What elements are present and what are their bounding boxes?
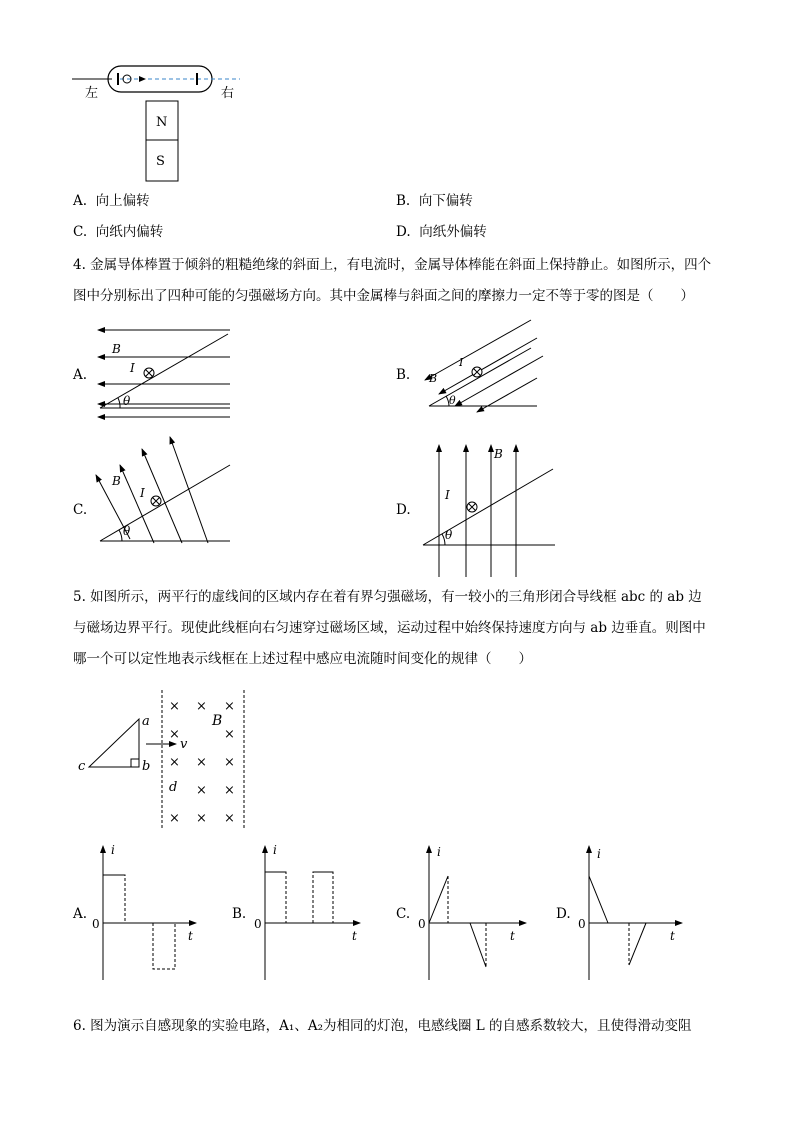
- q6-question-text: 6. 图为演示自感现象的实验电路，A₁、A₂为相同的灯泡，电感线圈 L 的自感系数较大，且使得滑动变阻: [73, 1018, 692, 1034]
- q4-fig-c-label[interactable]: C.: [73, 502, 88, 518]
- cross: ×: [169, 727, 180, 742]
- q4-question-text: 4. 金属导体棒置于倾斜的粗糙绝缘的斜面上，有电流时，金属导体棒能在斜面上保持静止。如图所示，四个图中分别标出了四种可能的匀强磁场方向。其中金属棒与斜面之间的摩擦力一定不等于零的图是（ ）: [73, 257, 712, 304]
- q5-velocity: v: [180, 737, 188, 752]
- cross: ×: [169, 811, 180, 826]
- q4a-theta: θ: [123, 394, 131, 408]
- q4b-theta: θ: [449, 394, 456, 407]
- q5-vertex-b: b: [142, 759, 151, 774]
- q4c-i: I: [140, 486, 145, 500]
- cross: ×: [224, 811, 235, 826]
- q5-graph-c-label[interactable]: C.: [396, 906, 411, 922]
- q4-fig-d: [415, 435, 560, 580]
- cross: ×: [224, 699, 235, 714]
- q4d-b: B: [494, 447, 503, 461]
- q4a-i: I: [130, 361, 135, 375]
- q5-field-figure: [76, 688, 256, 830]
- q4-fig-a-label[interactable]: A.: [73, 367, 88, 383]
- q5-question-text: 5. 如图所示，两平行的虚线间的区域内存在着有界匀强磁场，有一较小的三角形闭合导线框 abc 的 ab 边与磁场边界平行。现使此线框向右匀速穿过磁场区域，运动过程中始终保持速度方向与 ab 边垂直。则图中哪一个可以定性地表示线框在上述过程中感应电流随时间变化的规律（ ）: [73, 589, 706, 667]
- q5-vertex-c: c: [78, 759, 86, 774]
- cross: ×: [169, 699, 180, 714]
- q4b-i: I: [459, 356, 464, 369]
- magnet-s-label: S: [156, 154, 165, 169]
- q5-graph-b-label[interactable]: B.: [232, 906, 247, 922]
- q5-graph-d: [574, 842, 694, 982]
- graph-c-t: t: [510, 929, 515, 943]
- q3-option-c-text: 向纸内偏转: [95, 224, 164, 240]
- graph-d-i: i: [597, 847, 601, 861]
- q3-option-c[interactable]: [73, 222, 163, 242]
- cross: ×: [196, 783, 207, 798]
- q3-option-a-label: A.: [73, 193, 88, 209]
- graph-d-t: t: [670, 929, 675, 943]
- field-crosses: [169, 699, 235, 826]
- graph-b-i: i: [273, 843, 277, 857]
- q4-fig-d-label[interactable]: D.: [396, 502, 411, 518]
- q3-option-a[interactable]: [73, 191, 150, 211]
- q4d-i: I: [445, 488, 450, 502]
- q4b-b: B: [429, 372, 438, 385]
- q4a-b: B: [112, 342, 121, 356]
- q3-option-b[interactable]: [396, 191, 473, 211]
- q3-option-b-label: B.: [396, 193, 411, 209]
- q5-graph-a: [88, 842, 208, 982]
- fig3-right-label: 右: [221, 86, 235, 101]
- q4-fig-b-label[interactable]: B.: [396, 367, 411, 383]
- q5-graph-b: [250, 842, 370, 982]
- graph-a-zero: 0: [92, 917, 100, 931]
- cross: ×: [224, 727, 235, 742]
- graph-a-t: t: [188, 929, 193, 943]
- cross: ×: [196, 811, 207, 826]
- cross: ×: [196, 699, 207, 714]
- q3-option-b-text: 向下偏转: [418, 193, 473, 209]
- q3-option-a-text: 向上偏转: [95, 193, 150, 209]
- cross: ×: [169, 755, 180, 770]
- q3-option-d-text: 向纸外偏转: [419, 224, 487, 240]
- q4d-theta: θ: [445, 528, 453, 542]
- q5-graph-d-label[interactable]: D.: [556, 906, 571, 922]
- cross: ×: [224, 783, 235, 798]
- graph-c-i: i: [437, 845, 441, 859]
- q4-fig-b: [415, 318, 545, 413]
- q5-field-b: B: [212, 713, 223, 729]
- q5-graph-a-label[interactable]: A.: [73, 906, 88, 922]
- q5-graph-c: [414, 842, 534, 982]
- q4c-theta: θ: [123, 524, 131, 538]
- fig3-left-label: 左: [85, 86, 99, 101]
- q5-vertex-a: a: [142, 714, 150, 729]
- graph-d-zero: 0: [578, 917, 586, 931]
- cross: ×: [224, 755, 235, 770]
- graph-b-zero: 0: [254, 917, 262, 931]
- cross: ×: [196, 755, 207, 770]
- q4c-b: B: [112, 474, 121, 488]
- q3-option-d-label: D.: [396, 224, 411, 240]
- graph-a-i: i: [111, 843, 115, 857]
- magnet-n-label: N: [156, 115, 168, 130]
- graph-b-t: t: [352, 929, 357, 943]
- q3-option-c-label: C.: [73, 224, 88, 240]
- q5-point-d: d: [169, 780, 178, 795]
- q3-option-d[interactable]: [396, 222, 487, 242]
- q4-fig-c: [90, 435, 240, 555]
- q4-fig-a: [90, 320, 240, 425]
- q3-figure: [60, 60, 260, 185]
- graph-c-zero: 0: [418, 917, 426, 931]
